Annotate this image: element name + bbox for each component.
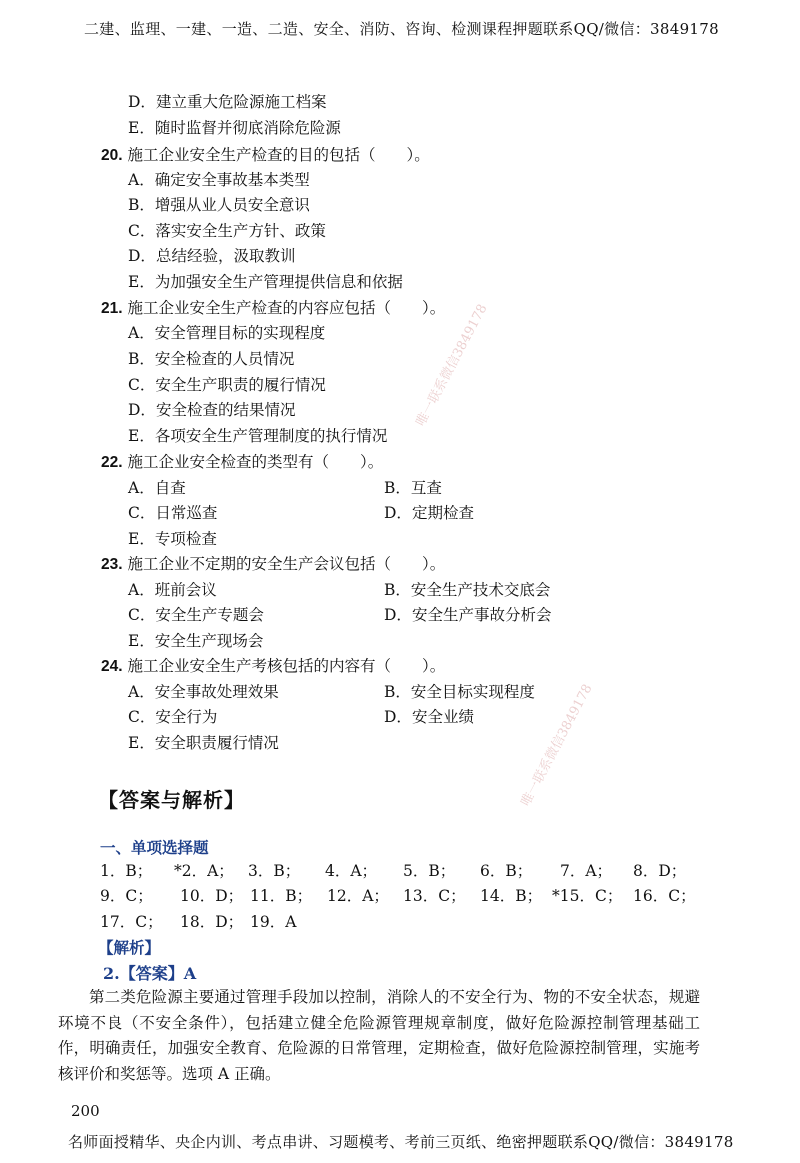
option-label: C． (128, 504, 156, 522)
option-label: B． (384, 683, 411, 701)
answer-item: 7．A； (560, 862, 613, 880)
option-row (128, 195, 310, 215)
option-label: D． (128, 401, 156, 419)
option-text: 各项安全生产管理制度的执行情况 (154, 427, 388, 445)
option-text: 自查 (154, 479, 186, 497)
option-label: E． (128, 119, 155, 137)
option-row (128, 375, 326, 395)
option-row (128, 605, 264, 625)
option-text: 安全检查的结果情况 (155, 401, 296, 419)
option-text: 确定安全事故基本类型 (154, 171, 310, 189)
option-label: E． (128, 632, 155, 650)
option-label: D． (128, 93, 156, 111)
option-row (384, 503, 474, 523)
option-row (128, 272, 403, 292)
option-text: 定期检查 (411, 504, 474, 522)
option-text: 安全管理目标的实现程度 (154, 324, 326, 342)
option-row (128, 733, 279, 753)
option-label: A． (128, 171, 155, 189)
option-label: A． (128, 581, 155, 599)
option-row (128, 478, 186, 498)
option-row (384, 707, 474, 727)
option-label: A． (128, 479, 155, 497)
option-label: C． (128, 222, 156, 240)
option-text: 总结经验，汲取教训 (155, 247, 296, 265)
question-number: 20. (101, 147, 123, 164)
watermark: 唯一联系微信3849178 (518, 681, 596, 809)
option-label: D． (384, 606, 412, 624)
analysis-item-label: 2.【答案】A (103, 964, 197, 983)
option-text: 安全行为 (155, 708, 218, 726)
option-row (128, 349, 294, 369)
option-label: D． (384, 504, 412, 522)
option-row (128, 221, 326, 241)
question-number: 22. (101, 454, 123, 471)
option-row (128, 529, 217, 549)
option-row (128, 503, 217, 523)
answer-item: 9．C； (100, 887, 153, 905)
answer-item: 12．A； (327, 887, 389, 905)
option-row (128, 682, 279, 702)
option-text: 安全检查的人员情况 (154, 350, 295, 368)
answer-item: 11．B； (250, 887, 313, 905)
option-label: B． (384, 479, 411, 497)
question-number: 24. (101, 658, 123, 675)
option-label: A． (128, 683, 155, 701)
question-number: 21. (101, 300, 123, 317)
option-text: 安全生产事故分析会 (411, 606, 552, 624)
answer-item: 4．A； (325, 862, 378, 880)
option-label: B． (128, 350, 155, 368)
subsection-title: 一、单项选择题 (100, 838, 209, 857)
option-text: 随时监督并彻底消除危险源 (154, 119, 341, 137)
question-stem (101, 656, 445, 677)
option-text: 增强从业人员安全意识 (154, 196, 310, 214)
option-row (128, 631, 263, 651)
answer-item: 6．B； (480, 862, 533, 880)
question-text: 施工企业不定期的安全生产会议包括（ ）。 (127, 555, 446, 573)
option-label: E． (128, 530, 155, 548)
option-label: D． (384, 708, 412, 726)
answer-item: 1．B； (100, 862, 153, 880)
answer-item: 10．D； (180, 887, 244, 905)
option-row (384, 478, 442, 498)
question-stem (101, 298, 445, 319)
option-row (128, 246, 295, 266)
option-text: 安全生产现场会 (154, 632, 264, 650)
option-row (128, 92, 326, 112)
option-label: A． (128, 324, 155, 342)
answer-item: 17．C； (100, 913, 163, 931)
question-stem (101, 554, 445, 575)
page-number: 200 (71, 1102, 100, 1120)
answer-item: 19．A (250, 913, 297, 931)
question-text: 施工企业安全检查的类型有（ ）。 (127, 453, 384, 471)
option-text: 落实安全生产方针、政策 (155, 222, 326, 240)
option-text: 互查 (410, 479, 442, 497)
option-text: 建立重大危险源施工档案 (155, 93, 327, 111)
option-row (128, 323, 325, 343)
option-text: 专项检查 (154, 530, 217, 548)
option-row (128, 426, 387, 446)
option-text: 安全事故处理效果 (154, 683, 279, 701)
page-header: 二建、监理、一建、一造、二造、安全、消防、咨询、检测课程押题联系QQ/微信：3849178 (84, 20, 719, 38)
option-text: 安全生产专题会 (155, 606, 264, 624)
option-row (384, 580, 550, 600)
analysis-paragraph: 第二类危险源主要通过管理手段加以控制，消除人的不安全行为、物的不安全状态，规避环境不良（不安全条件），包括建立健全危险源管理规章制度，做好危险源控制管理基础工作，明确责任，加强安全教育、危险源的日常管理，定期检查，做好危险源控制管理，实施考核评价和奖惩等。选项 A 正确。 (58, 988, 700, 1083)
option-row (384, 605, 551, 625)
option-row (128, 170, 310, 190)
page-footer: 名师面授精华、央企内训、考点串讲、习题模考、考前三页纸、绝密押题联系QQ/微信：3849178 (68, 1133, 734, 1151)
answer-item: 18．D； (180, 913, 244, 931)
option-text: 安全生产技术交底会 (410, 581, 551, 599)
option-label: B． (384, 581, 411, 599)
option-text: 安全生产职责的履行情况 (155, 376, 326, 394)
option-text: 安全业绩 (411, 708, 474, 726)
option-label: E． (128, 734, 155, 752)
watermark: 唯一联系微信3849178 (413, 301, 491, 429)
option-row (128, 400, 295, 420)
option-text: 安全目标实现程度 (410, 683, 535, 701)
answer-item: 3．B； (248, 862, 301, 880)
option-label: B． (128, 196, 155, 214)
option-row (128, 118, 341, 138)
question-number: 23. (101, 556, 123, 573)
answer-item: 16．C； (633, 887, 696, 905)
option-label: D． (128, 247, 156, 265)
answer-item: 13．C； (403, 887, 466, 905)
option-label: C． (128, 606, 156, 624)
analysis-label: 【解析】 (98, 938, 161, 957)
option-label: E． (128, 273, 155, 291)
answer-item: 5．B； (403, 862, 456, 880)
option-text: 安全职责履行情况 (154, 734, 279, 752)
option-label: C． (128, 708, 156, 726)
answer-item: *2．A； (174, 862, 234, 880)
section-title: 【答案与解析】 (98, 788, 245, 812)
answer-item: 14．B； (480, 887, 543, 905)
question-text: 施工企业安全生产检查的内容应包括（ ）。 (127, 299, 446, 317)
question-stem (101, 145, 430, 166)
question-text: 施工企业安全生产检查的目的包括（ ）。 (127, 146, 430, 164)
question-stem (101, 452, 383, 473)
answer-item: 8．D； (633, 862, 687, 880)
option-label: C． (128, 376, 156, 394)
option-row (128, 580, 217, 600)
option-text: 日常巡查 (155, 504, 218, 522)
option-row (128, 707, 217, 727)
answer-item: *15．C； (552, 887, 623, 905)
option-row (384, 682, 535, 702)
option-text: 为加强安全生产管理提供信息和依据 (154, 273, 403, 291)
question-text: 施工企业安全生产考核包括的内容有（ ）。 (127, 657, 446, 675)
option-text: 班前会议 (154, 581, 217, 599)
option-label: E． (128, 427, 155, 445)
